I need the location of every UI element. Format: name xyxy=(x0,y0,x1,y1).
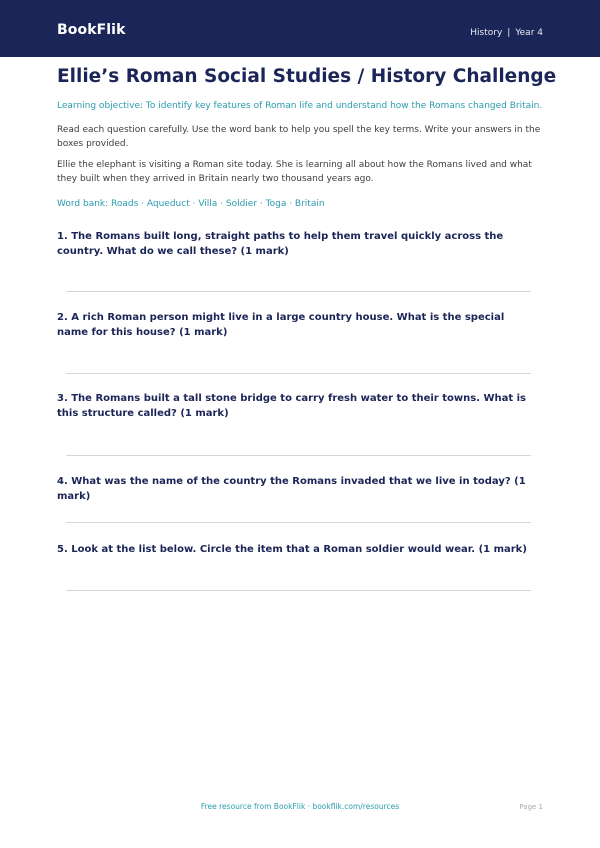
word-bank: Word bank: Roads · Aqueduct · Villa · Soldier · Toga · Britain xyxy=(57,199,325,209)
answer-line-3[interactable] xyxy=(66,455,531,456)
answer-line-4[interactable] xyxy=(66,522,531,523)
intro-text: Ellie the elephant is visiting a Roman site today. She is learning all about how the Romans lived and what they built when they arrived in Britain nearly two thousand years ago. xyxy=(57,160,532,184)
meta-separator: | xyxy=(507,28,511,38)
year-label: Year 4 xyxy=(515,28,543,38)
question-4: 4. What was the name of the country the Romans invaded that we live in today? (1 mark) xyxy=(57,476,526,502)
page-number: Page 1 xyxy=(519,803,543,811)
answer-line-2[interactable] xyxy=(66,373,531,374)
header-meta xyxy=(470,28,543,38)
brand-logo: BookFlik xyxy=(57,22,126,38)
question-2: 2. A rich Roman person might live in a large country house. What is the special name for this house? (1 mark) xyxy=(57,312,505,338)
instructions-text: Read each question carefully. Use the word bank to help you spell the key terms. Write your answers in the boxes provided. xyxy=(57,125,541,149)
subject-label: History xyxy=(470,28,503,38)
question-5: 5. Look at the list below. Circle the item that a Roman soldier would wear. (1 mark) xyxy=(57,544,527,555)
learning-objective: Learning objective: To identify key features of Roman life and understand how the Romans changed Britain. xyxy=(57,101,543,111)
page-header xyxy=(0,0,600,57)
answer-line-1[interactable] xyxy=(66,291,531,292)
question-3: 3. The Romans built a tall stone bridge to carry fresh water to their towns. What is this structure called? (1 mark) xyxy=(57,393,526,419)
footer-text: Free resource from BookFlik · bookflik.com/resources xyxy=(200,802,400,811)
question-1: 1. The Romans built long, straight paths to help them travel quickly across the country. What do we call these? (1 mark) xyxy=(57,231,504,257)
page-title: Ellie’s Roman Social Studies / History Challenge xyxy=(57,66,557,87)
answer-line-5[interactable] xyxy=(66,590,531,591)
